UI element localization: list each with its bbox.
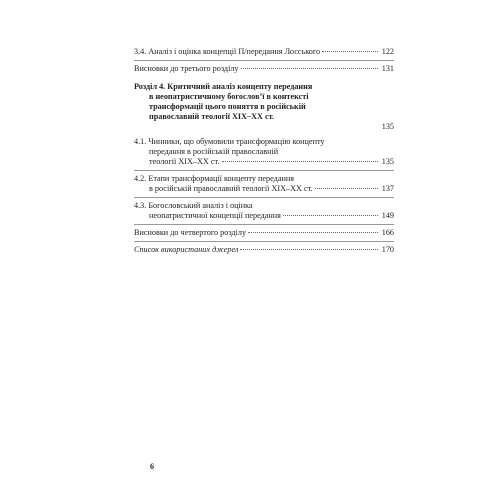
- divider: [134, 197, 394, 198]
- toc-entry-title-cont: передання в російській православній: [149, 147, 279, 156]
- toc-entry-4-1: [134, 137, 394, 167]
- toc-page-number: 135: [381, 122, 394, 131]
- toc-entry-title: 4.3. Богословський аналіз і оцінка: [134, 201, 253, 210]
- toc-entry-title: Висновки до третього розділу: [134, 64, 239, 73]
- toc-entry-conclusions-4: [134, 228, 394, 238]
- toc-entry-title-cont: в російській православній теології XIX–XX ст.: [149, 184, 313, 193]
- toc-entry-title: Висновки до четвертого розділу: [134, 228, 247, 237]
- toc-entry-title: Розділ 4. Критичний аналіз концепту передання: [134, 82, 313, 91]
- toc-entry-4-3: [134, 201, 394, 221]
- dot-leader: [136, 126, 378, 127]
- divider: [134, 60, 394, 61]
- dot-leader: [322, 51, 378, 52]
- dot-leader: [240, 249, 378, 250]
- toc-entry-title-cont: православній теології XIX–XX ст.: [149, 112, 275, 121]
- toc-entry-title-cont: неопатристичної концепції передання: [149, 211, 281, 220]
- toc-entry-4-2: [134, 174, 394, 194]
- toc-page-number: 170: [381, 245, 394, 254]
- toc-entry-chapter-4: [134, 82, 394, 132]
- toc-entry-title-cont: теології XIX–XX ст.: [149, 157, 220, 166]
- toc-entry-3-4: [134, 47, 394, 57]
- spacer: [134, 74, 394, 82]
- toc-entry-bibliography: [134, 245, 394, 255]
- table-of-contents: [134, 47, 394, 255]
- toc-page-number: 131: [381, 64, 394, 73]
- dot-leader: [315, 188, 378, 189]
- divider: [134, 170, 394, 171]
- dot-leader: [283, 215, 378, 216]
- page-number: 6: [150, 462, 154, 471]
- toc-page-number: 149: [381, 211, 394, 220]
- toc-page-number: 122: [381, 47, 394, 56]
- toc-entry-title-cont: трансформації цього поняття в російській: [149, 102, 306, 111]
- dot-leader: [241, 68, 378, 69]
- toc-page-number: 166: [381, 228, 394, 237]
- toc-entry-title: 3.4. Аналіз і оцінка концепції П/передання Лосського: [134, 47, 321, 56]
- divider: [134, 241, 394, 242]
- toc-entry-title: 4.1. Чинники, що обумовили трансформацію концепту: [134, 137, 325, 146]
- dot-leader: [222, 161, 379, 162]
- toc-entry-title-cont: в неопатристичному богослов’ї в контексті: [149, 92, 309, 101]
- toc-entry-title: Список використаних джерел: [134, 245, 239, 254]
- toc-page-number: 137: [381, 184, 394, 193]
- toc-entry-title: 4.2. Етапи трансформації концепту передання: [134, 174, 294, 183]
- toc-page-number: 135: [381, 157, 394, 166]
- divider: [134, 224, 394, 225]
- dot-leader: [248, 232, 378, 233]
- toc-entry-conclusions-3: [134, 64, 394, 74]
